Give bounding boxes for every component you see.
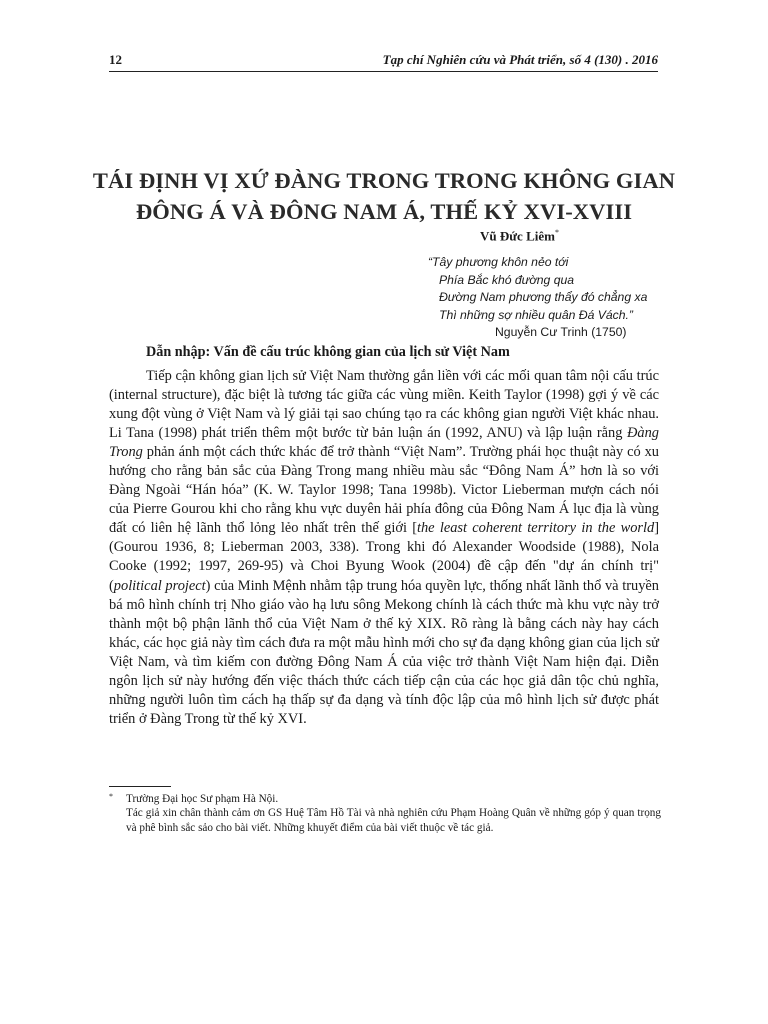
header-divider bbox=[109, 71, 658, 72]
paragraph-italic-term: political project bbox=[113, 577, 206, 594]
epigraph-line: “Tây phương khôn nẻo tới bbox=[428, 255, 569, 269]
footnote-affiliation: Trường Đại học Sư phạm Hà Nội. bbox=[126, 793, 279, 805]
paragraph-text: ) của Minh Mệnh nhằm tập trung hóa quyền lực, thống nhất lãnh thổ và truyền bá mô hình chính trị Nho giáo vào hạ lưu sông Mekong chính là cách thức mà khu vực này trở thành một bộ phận lãnh thổ của Việt Nam ở thế kỷ XIX. Rõ ràng là bằng cách này hay cách khác, các học giả này tìm cách đưa ra một mẫu hình mới cho sự đa dạng không gian của lịch sử Việt Nam, và tìm kiếm con đường Đông Nam Á của việc trở thành Việt Nam hiện đại. Diễn ngôn lịch sử này hướng đến việc thách thức cách tiếp cận của các học giả dân tộc chủ nghĩa, những người luôn tìm cách hạ thấp sự đa dạng và tính độc lập của mô hình lịch sử được phát triển ở Đàng Trong từ thế kỷ XVI. bbox=[109, 577, 659, 727]
paragraph-text: Tiếp cận không gian lịch sử Việt Nam thường gắn liền với các mối quan tâm nội cấu trúc (internal structure), đặc biệt là tương tác giữa các vùng miền. Keith Taylor (1998) gợi ý về các xung đột vùng ở Việt Nam và lý giải tại sao chúng tạo ra các không gian người Việt khác nhau. Li Tana (1998) phát triển thêm một bước từ bản luận án (1992, ANU) và lập luận rằng bbox=[109, 368, 659, 442]
paragraph-italic-term: the least coherent territory in the world bbox=[416, 520, 655, 537]
journal-citation: Tạp chí Nghiên cứu và Phát triển, số 4 (130) . 2016 bbox=[382, 52, 658, 67]
body-paragraph bbox=[109, 367, 659, 729]
paragraph-italic-term: Đàng Trong bbox=[109, 425, 659, 461]
section-heading: Dẫn nhập: Vấn đề cấu trúc không gian của lịch sử Việt Nam bbox=[146, 344, 510, 360]
article-title bbox=[90, 165, 678, 227]
epigraph-attribution: Nguyễn Cư Trinh (1750) bbox=[495, 325, 627, 340]
title-line-1: TÁI ĐỊNH VỊ XỨ ĐÀNG TRONG TRONG KHÔNG GIAN bbox=[92, 168, 676, 193]
author-byline bbox=[480, 228, 559, 244]
footnote-marker: * bbox=[109, 792, 113, 801]
epigraph-line: Đường Nam phương thẩy đó chẳng xa bbox=[439, 290, 648, 305]
author-name: Vũ Đức Liêm bbox=[480, 228, 555, 244]
title-line-2: ĐÔNG Á VÀ ĐÔNG NAM Á, THẾ KỶ XVI-XVIII bbox=[135, 199, 633, 224]
footnote-acknowledgement: Tác giả xin chân thành cảm ơn GS Huệ Tâm Hồ Tài và nhà nghiên cứu Phạm Hoàng Quân về những góp ý quan trọng và phê bình sắc sảo cho bài viết. Những khuyết điểm của bài viết thuộc về tác giả. bbox=[126, 807, 661, 834]
running-header bbox=[109, 50, 658, 70]
author-footnote-marker: * bbox=[554, 228, 559, 237]
footnotes bbox=[109, 792, 661, 835]
paragraph-text: phản ánh một cách thức khác để trở thành “Việt Nam”. Trường phái học thuật này có xu hướng cho rằng bản sắc của Đàng Trong mang nhiều màu sắc “Đông Nam Á” hơn là so với Đàng Ngoài “Hán hóa” (K. W. Taylor 1998; Tana 1998b). Victor Lieberman mượn cách nói của Pierre Gourou khi cho rằng khu vực duyên hải phía đông của Đông Nam Á lục địa là vùng đất có liên hệ lãnh thổ lỏng lẻo nhất trên thế giới [ bbox=[109, 444, 659, 537]
footnote-divider bbox=[109, 786, 171, 787]
paragraph-text: ] (Gourou 1936, 8; Lieberman 2003, 338). Trong khi đó Alexander Woodside (1988), Nola Cooke (1992; 1997, 269-95) và Choi Byung Wook (2004) đề cập đến "dự án chính trị" ( bbox=[109, 520, 659, 594]
page-number: 12 bbox=[109, 52, 122, 67]
epigraph-line: Phía Bắc khó đường qua bbox=[439, 272, 575, 287]
footnote bbox=[109, 792, 661, 835]
epigraph-line: Thì những sợ nhiều quân Đá Vách.” bbox=[439, 307, 633, 322]
epigraph bbox=[428, 254, 647, 342]
